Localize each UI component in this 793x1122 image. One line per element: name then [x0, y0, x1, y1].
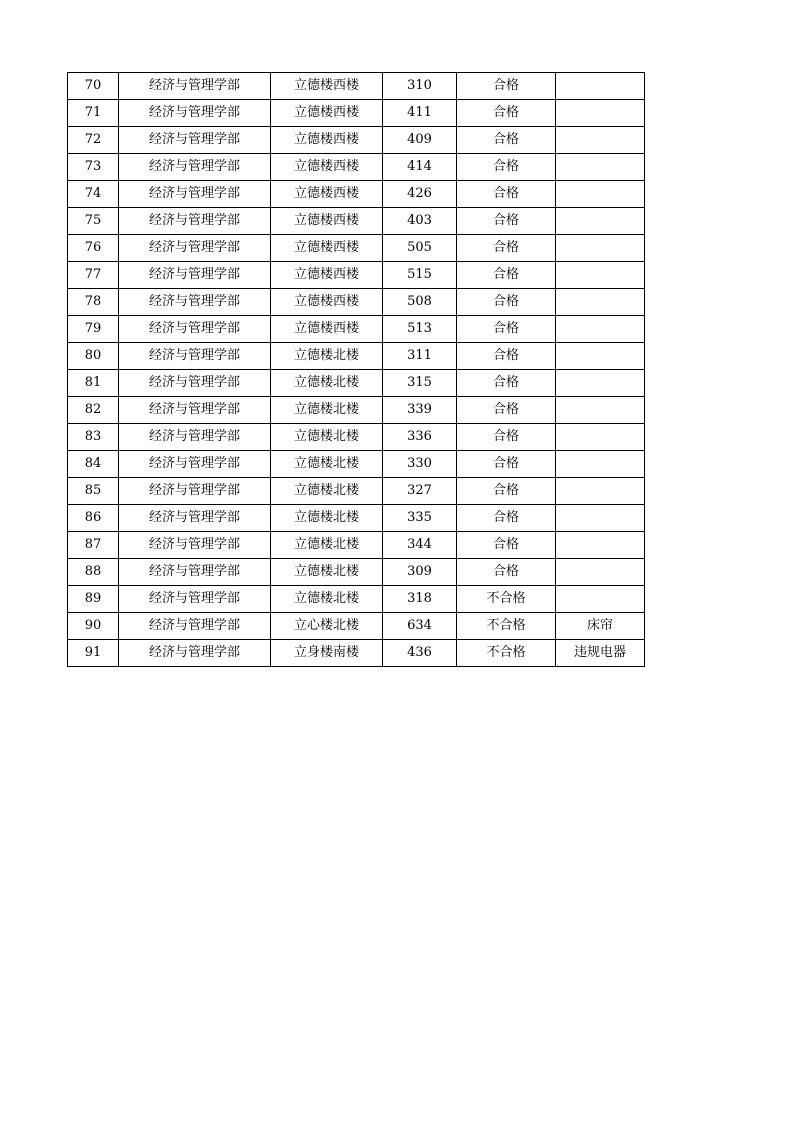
result-cell: 合格	[457, 343, 556, 370]
table-row	[68, 181, 645, 208]
note-cell	[556, 316, 645, 343]
note-cell	[556, 343, 645, 370]
table-row	[68, 424, 645, 451]
department-cell: 经济与管理学部	[119, 235, 271, 262]
result-cell: 不合格	[457, 613, 556, 640]
row-number: 87	[68, 532, 119, 559]
result-cell: 合格	[457, 73, 556, 100]
room-cell: 436	[383, 640, 457, 667]
result-cell: 合格	[457, 316, 556, 343]
department-cell: 经济与管理学部	[119, 181, 271, 208]
table-row	[68, 397, 645, 424]
table-row	[68, 451, 645, 478]
table-row	[68, 127, 645, 154]
note-cell	[556, 127, 645, 154]
table-row	[68, 208, 645, 235]
table-row	[68, 586, 645, 613]
department-cell: 经济与管理学部	[119, 640, 271, 667]
building-cell: 立德楼北楼	[271, 559, 383, 586]
row-number: 79	[68, 316, 119, 343]
table-row	[68, 316, 645, 343]
result-cell: 不合格	[457, 640, 556, 667]
note-cell	[556, 73, 645, 100]
building-cell: 立德楼北楼	[271, 451, 383, 478]
building-cell: 立德楼北楼	[271, 478, 383, 505]
department-cell: 经济与管理学部	[119, 451, 271, 478]
row-number: 73	[68, 154, 119, 181]
inspection-table	[67, 72, 645, 667]
department-cell: 经济与管理学部	[119, 586, 271, 613]
room-cell: 634	[383, 613, 457, 640]
row-number: 90	[68, 613, 119, 640]
note-cell	[556, 289, 645, 316]
department-cell: 经济与管理学部	[119, 370, 271, 397]
room-cell: 426	[383, 181, 457, 208]
row-number: 76	[68, 235, 119, 262]
building-cell: 立身楼南楼	[271, 640, 383, 667]
row-number: 83	[68, 424, 119, 451]
department-cell: 经济与管理学部	[119, 262, 271, 289]
row-number: 88	[68, 559, 119, 586]
note-cell	[556, 532, 645, 559]
department-cell: 经济与管理学部	[119, 478, 271, 505]
department-cell: 经济与管理学部	[119, 613, 271, 640]
row-number: 81	[68, 370, 119, 397]
room-cell: 336	[383, 424, 457, 451]
result-cell: 合格	[457, 532, 556, 559]
note-cell	[556, 586, 645, 613]
table-row	[68, 640, 645, 667]
note-cell: 床帘	[556, 613, 645, 640]
building-cell: 立德楼西楼	[271, 235, 383, 262]
note-cell	[556, 397, 645, 424]
note-cell	[556, 100, 645, 127]
department-cell: 经济与管理学部	[119, 73, 271, 100]
building-cell: 立德楼北楼	[271, 343, 383, 370]
row-number: 85	[68, 478, 119, 505]
department-cell: 经济与管理学部	[119, 424, 271, 451]
row-number: 77	[68, 262, 119, 289]
room-cell: 309	[383, 559, 457, 586]
room-cell: 327	[383, 478, 457, 505]
building-cell: 立德楼北楼	[271, 586, 383, 613]
result-cell: 合格	[457, 424, 556, 451]
room-cell: 311	[383, 343, 457, 370]
department-cell: 经济与管理学部	[119, 505, 271, 532]
room-cell: 339	[383, 397, 457, 424]
result-cell: 合格	[457, 505, 556, 532]
room-cell: 403	[383, 208, 457, 235]
room-cell: 409	[383, 127, 457, 154]
result-cell: 合格	[457, 559, 556, 586]
note-cell	[556, 478, 645, 505]
building-cell: 立德楼西楼	[271, 73, 383, 100]
table-row	[68, 532, 645, 559]
room-cell: 505	[383, 235, 457, 262]
department-cell: 经济与管理学部	[119, 289, 271, 316]
building-cell: 立德楼西楼	[271, 316, 383, 343]
row-number: 75	[68, 208, 119, 235]
note-cell	[556, 559, 645, 586]
row-number: 80	[68, 343, 119, 370]
building-cell: 立德楼北楼	[271, 505, 383, 532]
building-cell: 立德楼西楼	[271, 289, 383, 316]
table-row	[68, 370, 645, 397]
row-number: 74	[68, 181, 119, 208]
table-row	[68, 343, 645, 370]
result-cell: 合格	[457, 478, 556, 505]
result-cell: 合格	[457, 127, 556, 154]
result-cell: 合格	[457, 100, 556, 127]
row-number: 86	[68, 505, 119, 532]
note-cell	[556, 262, 645, 289]
room-cell: 411	[383, 100, 457, 127]
room-cell: 515	[383, 262, 457, 289]
department-cell: 经济与管理学部	[119, 154, 271, 181]
row-number: 82	[68, 397, 119, 424]
row-number: 72	[68, 127, 119, 154]
note-cell: 违规电器	[556, 640, 645, 667]
table-row	[68, 505, 645, 532]
room-cell: 513	[383, 316, 457, 343]
department-cell: 经济与管理学部	[119, 100, 271, 127]
building-cell: 立德楼西楼	[271, 262, 383, 289]
room-cell: 344	[383, 532, 457, 559]
note-cell	[556, 208, 645, 235]
note-cell	[556, 370, 645, 397]
note-cell	[556, 505, 645, 532]
building-cell: 立德楼北楼	[271, 424, 383, 451]
inspection-table-body	[68, 73, 645, 667]
department-cell: 经济与管理学部	[119, 343, 271, 370]
row-number: 89	[68, 586, 119, 613]
row-number: 70	[68, 73, 119, 100]
building-cell: 立德楼西楼	[271, 100, 383, 127]
room-cell: 414	[383, 154, 457, 181]
department-cell: 经济与管理学部	[119, 559, 271, 586]
building-cell: 立德楼西楼	[271, 208, 383, 235]
room-cell: 330	[383, 451, 457, 478]
row-number: 84	[68, 451, 119, 478]
table-row	[68, 100, 645, 127]
result-cell: 合格	[457, 370, 556, 397]
result-cell: 合格	[457, 397, 556, 424]
table-row	[68, 73, 645, 100]
table-row	[68, 478, 645, 505]
department-cell: 经济与管理学部	[119, 127, 271, 154]
room-cell: 318	[383, 586, 457, 613]
result-cell: 合格	[457, 181, 556, 208]
department-cell: 经济与管理学部	[119, 532, 271, 559]
table-row	[68, 559, 645, 586]
row-number: 91	[68, 640, 119, 667]
result-cell: 合格	[457, 262, 556, 289]
result-cell: 合格	[457, 451, 556, 478]
room-cell: 508	[383, 289, 457, 316]
table-row	[68, 235, 645, 262]
note-cell	[556, 181, 645, 208]
table-row	[68, 262, 645, 289]
department-cell: 经济与管理学部	[119, 208, 271, 235]
department-cell: 经济与管理学部	[119, 397, 271, 424]
note-cell	[556, 451, 645, 478]
table-row	[68, 613, 645, 640]
table-row	[68, 154, 645, 181]
building-cell: 立德楼西楼	[271, 181, 383, 208]
building-cell: 立心楼北楼	[271, 613, 383, 640]
row-number: 78	[68, 289, 119, 316]
building-cell: 立德楼西楼	[271, 127, 383, 154]
room-cell: 315	[383, 370, 457, 397]
building-cell: 立德楼北楼	[271, 397, 383, 424]
result-cell: 合格	[457, 208, 556, 235]
table-row	[68, 289, 645, 316]
note-cell	[556, 235, 645, 262]
result-cell: 合格	[457, 289, 556, 316]
result-cell: 合格	[457, 154, 556, 181]
note-cell	[556, 154, 645, 181]
building-cell: 立德楼北楼	[271, 532, 383, 559]
note-cell	[556, 424, 645, 451]
result-cell: 不合格	[457, 586, 556, 613]
building-cell: 立德楼西楼	[271, 154, 383, 181]
department-cell: 经济与管理学部	[119, 316, 271, 343]
room-cell: 335	[383, 505, 457, 532]
building-cell: 立德楼北楼	[271, 370, 383, 397]
row-number: 71	[68, 100, 119, 127]
result-cell: 合格	[457, 235, 556, 262]
room-cell: 310	[383, 73, 457, 100]
